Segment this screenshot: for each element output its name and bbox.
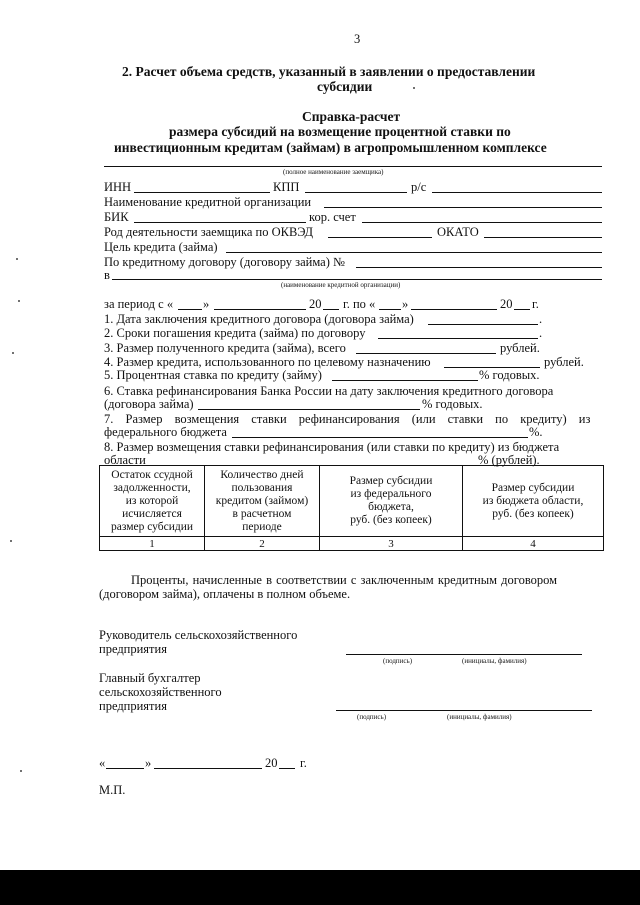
section-title-line1: 2. Расчет объема средств, указанный в заявлении о предоставлении: [122, 64, 536, 79]
label-rs: р/с: [411, 180, 427, 194]
item-6-end: % годовых.: [422, 397, 483, 411]
date-year: 20: [265, 756, 278, 770]
doc-subtitle-line1: размера субсидий на возмещение процентной ставки по: [169, 124, 511, 139]
table-header-cell: Остаток ссудной задолженности, из которой исчисляется размер субсидии: [100, 466, 205, 537]
scan-speck: [10, 540, 12, 542]
scan-speck: [16, 258, 18, 260]
label-purpose: Цель кредита (займа): [104, 240, 218, 254]
statement-line2: (договором займа), оплачены в полном объеме.: [99, 587, 351, 601]
accountant-title-line2: сельскохозяйственного: [99, 685, 222, 699]
head-hint-initials: (инициалы, фамилия): [462, 657, 527, 665]
label-okato: ОКАТО: [437, 225, 479, 239]
item-2-field[interactable]: [378, 338, 538, 339]
date-suffix: г.: [300, 756, 307, 770]
statement-line1: Проценты, начисленные в соответствии с заключенным кредитным договором: [131, 573, 558, 587]
table-header-cell: Количество дней пользования кредитом (займом) в расчетном периоде: [205, 466, 320, 537]
label-kpp: КПП: [273, 180, 300, 194]
item-8-end: % (рублей).: [478, 453, 540, 467]
item-6-line1: 6. Ставка рефинансирования Банка России на дату заключения кредитного договора: [104, 384, 554, 398]
item-3-label: 3. Размер полученного кредита (займа), всего: [104, 341, 346, 355]
head-title-line2: предприятия: [99, 642, 167, 656]
item-5-label: 5. Процентная ставка по кредиту (займу): [104, 368, 322, 382]
accountant-title-line3: предприятия: [99, 699, 167, 713]
item-4-label: 4. Размер кредита, использованного по целевому назначению: [104, 355, 431, 369]
item-3-end: рублей.: [500, 341, 540, 355]
item-1-label: 1. Дата заключения кредитного договора (договора займа): [104, 312, 414, 326]
period-year1-field[interactable]: [323, 309, 339, 310]
head-signature-field[interactable]: [346, 654, 582, 655]
section-title-line2: субсидии: [317, 79, 373, 94]
scan-speck: [12, 352, 14, 354]
period-day1-field[interactable]: [178, 309, 202, 310]
table-column-number: 1: [100, 537, 205, 551]
okved-field[interactable]: [328, 237, 432, 238]
item-5-field[interactable]: [332, 380, 478, 381]
okato-field[interactable]: [484, 237, 602, 238]
accountant-hint-initials: (инициалы, фамилия): [447, 713, 512, 721]
scan-speck: [18, 300, 20, 302]
period-year2-field[interactable]: [514, 309, 530, 310]
item-8-line1: 8. Размер возмещения ставки рефинансирования (или ставки по кредиту) из бюджета: [104, 440, 560, 454]
period-mid: г. по «: [343, 297, 376, 311]
bik-field[interactable]: [134, 222, 306, 223]
subsidy-table: [99, 465, 604, 551]
hint-credit-org-name: (наименование кредитной организации): [281, 281, 401, 289]
label-in: в: [104, 268, 110, 282]
rs-field[interactable]: [432, 192, 602, 193]
date-close-quote: »: [145, 756, 152, 770]
date-open-quote: «: [99, 756, 106, 770]
item-7-line2: федерального бюджета: [104, 425, 227, 439]
label-kor: кор. счет: [309, 210, 356, 224]
head-hint-signature: (подпись): [383, 657, 413, 665]
item-1-end: .: [539, 312, 543, 326]
item-8-line2: области: [104, 453, 146, 467]
label-contract: По кредитному договору (договору займа) №: [104, 255, 345, 269]
period-prefix: за период с «: [104, 297, 174, 311]
period-day2-field[interactable]: [379, 309, 401, 310]
scan-speck: [20, 770, 22, 772]
table-header-cell: Размер субсидии из федерального бюджета, руб. (без копеек): [320, 466, 463, 537]
item-6-line2: (договора займа): [104, 397, 194, 411]
accountant-title-line1: Главный бухгалтер: [99, 671, 201, 685]
kpp-field[interactable]: [305, 192, 407, 193]
accountant-hint-signature: (подпись): [357, 713, 387, 721]
table-column-number: 2: [205, 537, 320, 551]
date-month-field[interactable]: [154, 768, 262, 769]
item-6-field[interactable]: [198, 409, 420, 410]
item-1-field[interactable]: [428, 324, 538, 325]
item-7-line1: 7. Размер возмещения ставки рефинансирования (или ставки по кредиту) из: [104, 412, 591, 426]
period-month1-field[interactable]: [214, 309, 306, 310]
credit-org-field[interactable]: [324, 207, 602, 208]
item-7-field[interactable]: [232, 437, 528, 438]
doc-title: Справка-расчет: [302, 109, 401, 124]
label-bik: БИК: [104, 210, 129, 224]
page-number: 3: [354, 32, 361, 46]
purpose-field[interactable]: [226, 252, 602, 253]
table-header-cell: Размер субсидии из бюджета области, руб. (без копеек): [463, 466, 604, 537]
item-4-end: рублей.: [544, 355, 584, 369]
item-2-end: .: [539, 326, 543, 340]
label-credit-org: Наименование кредитной организации: [104, 195, 312, 209]
stamp-placeholder: М.П.: [99, 783, 126, 797]
doc-subtitle-line2: инвестиционным кредитам (займам) в агропромышленном комплексе: [114, 140, 547, 155]
date-year-field[interactable]: [279, 768, 295, 769]
period-suffix: г.: [532, 297, 539, 311]
scan-border: [0, 870, 640, 905]
date-day-field[interactable]: [106, 768, 144, 769]
table-column-number: 3: [320, 537, 463, 551]
item-5-end: % годовых.: [479, 368, 540, 382]
item-2-label: 2. Сроки погашения кредита (займа) по договору: [104, 326, 366, 340]
item-3-field[interactable]: [356, 353, 496, 354]
period-year1: 20: [309, 297, 322, 311]
inn-field[interactable]: [134, 192, 270, 193]
accountant-signature-field[interactable]: [336, 710, 592, 711]
table-column-number: 4: [463, 537, 604, 551]
period-quote2: »: [402, 297, 409, 311]
item-7-end: %.: [529, 425, 543, 439]
period-year2: 20: [500, 297, 513, 311]
kor-field[interactable]: [362, 222, 602, 223]
credit-org-name-field[interactable]: [112, 279, 602, 280]
head-title-line1: Руководитель сельскохозяйственного: [99, 628, 298, 642]
period-quote1: »: [203, 297, 210, 311]
scan-speck: [413, 87, 415, 89]
label-okved: Род деятельности заемщика по ОКВЭД: [104, 225, 314, 239]
contract-field[interactable]: [356, 267, 602, 268]
hint-full-name: (полное наименование заемщика): [283, 168, 384, 176]
period-month2-field[interactable]: [411, 309, 497, 310]
label-inn: ИНН: [104, 180, 132, 194]
